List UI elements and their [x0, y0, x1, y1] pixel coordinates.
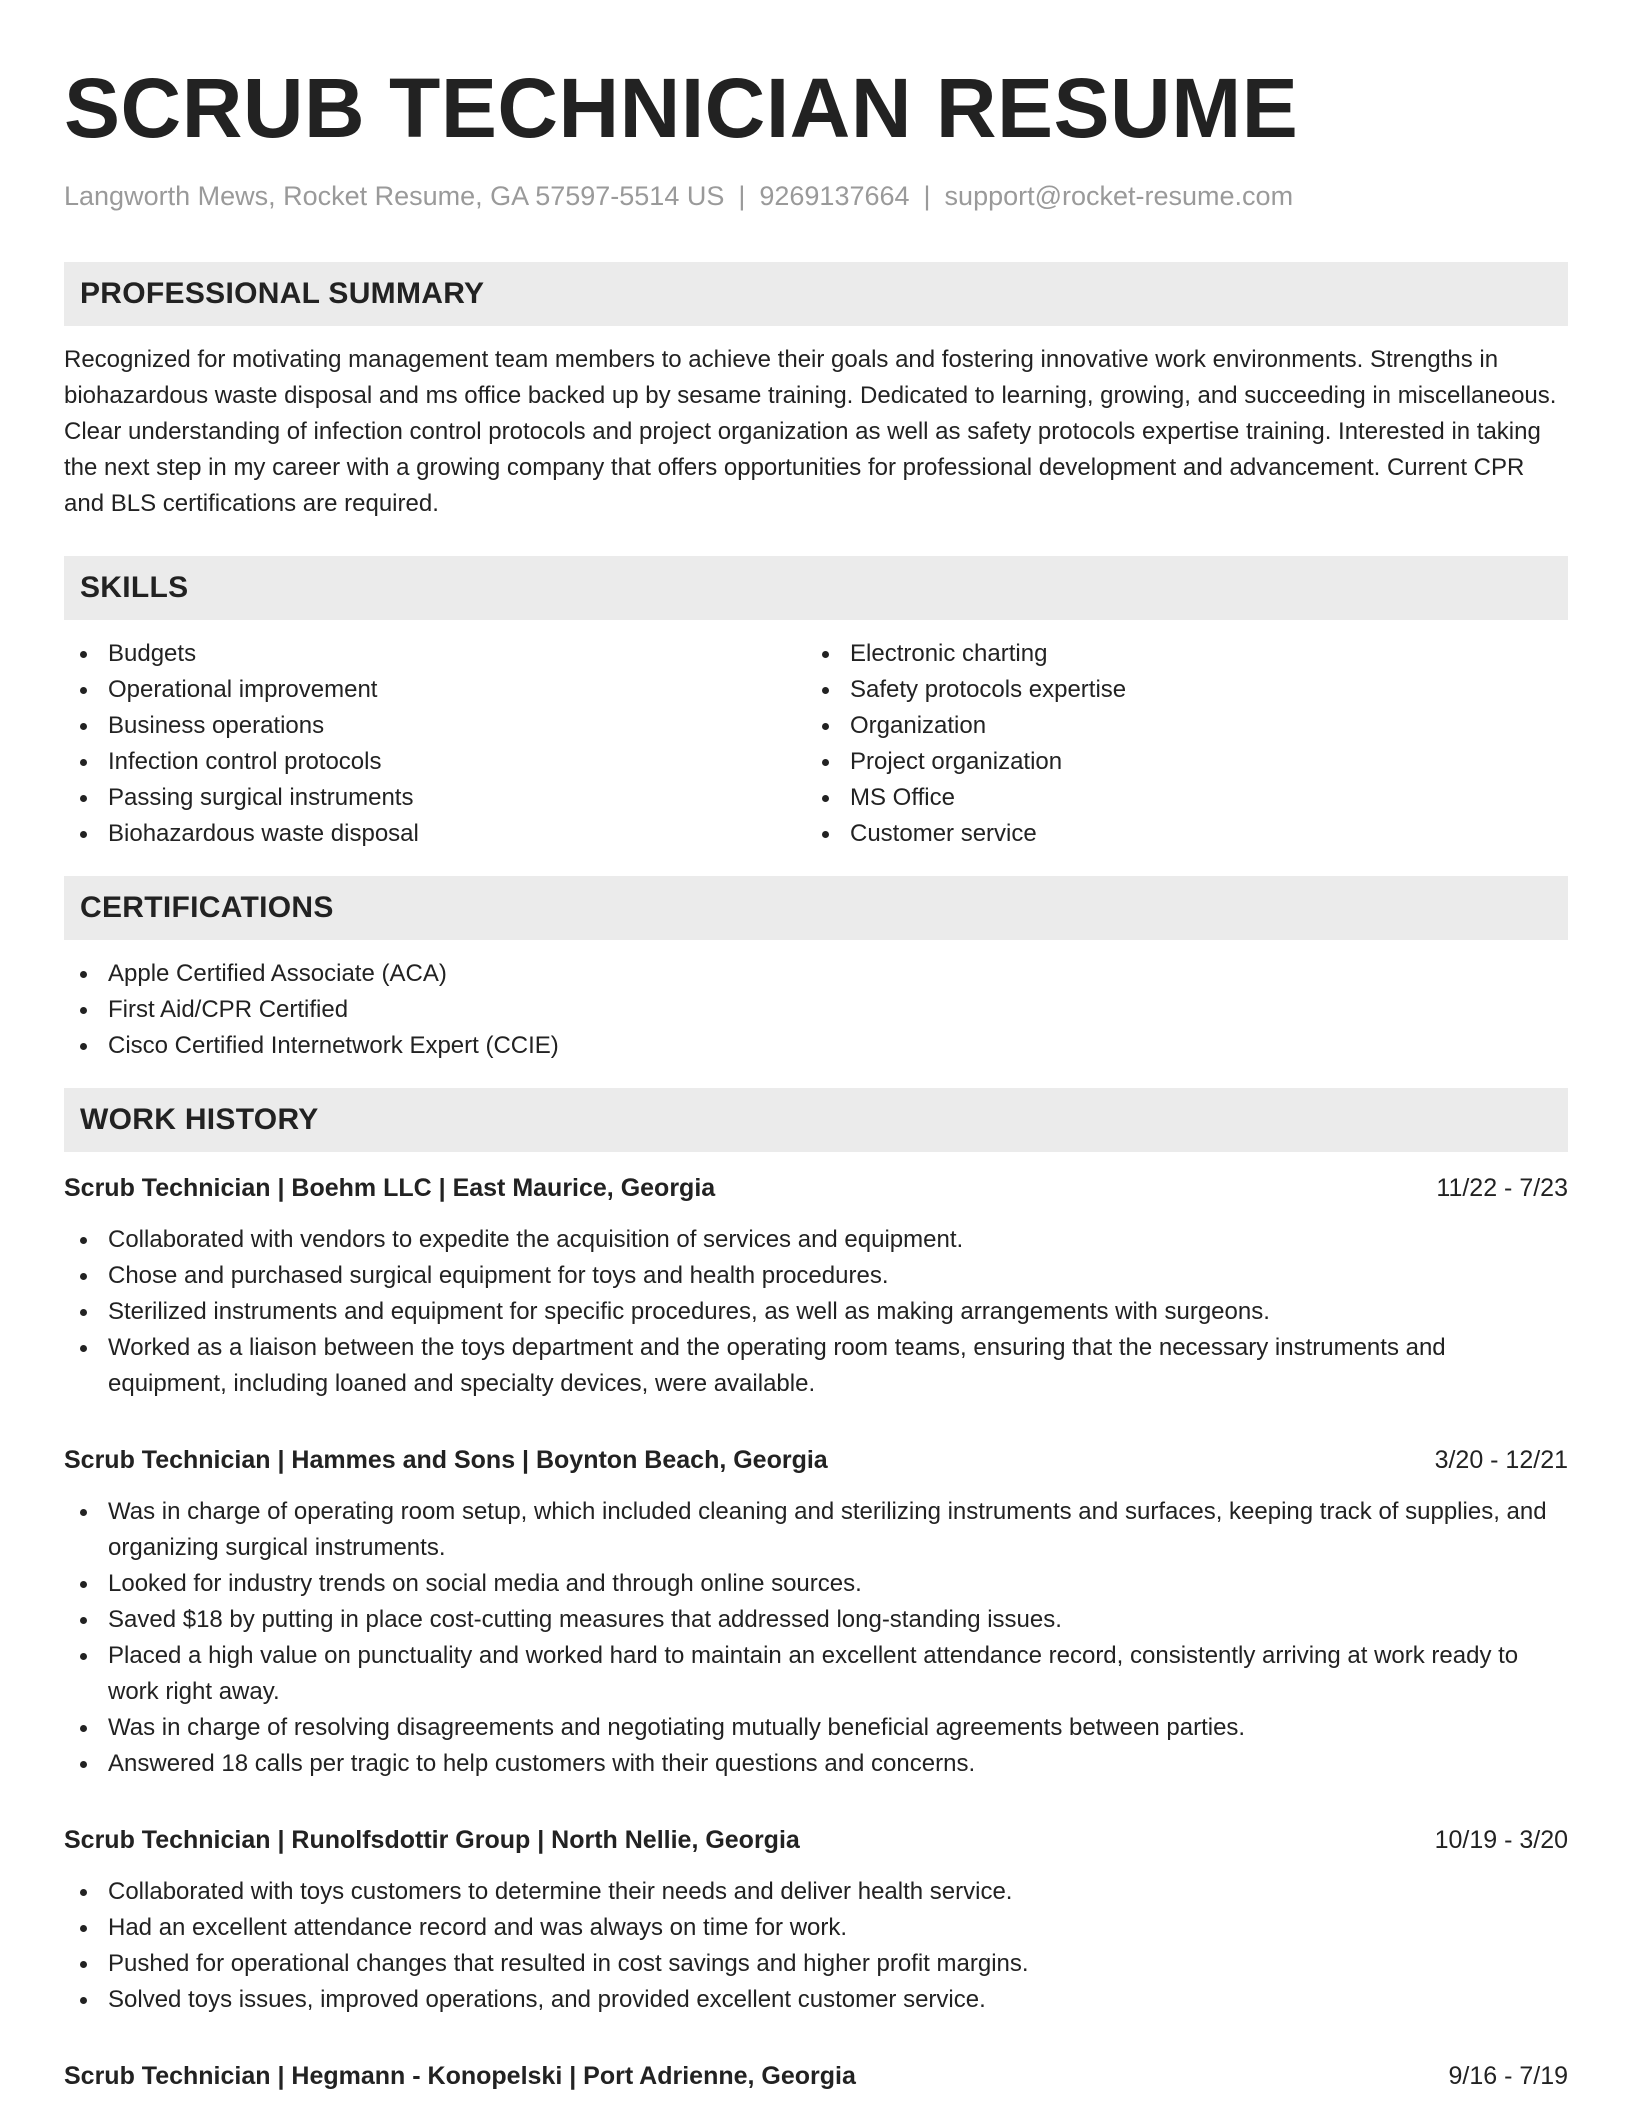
skill-item: Infection control protocols [64, 744, 806, 780]
contact-address: Langworth Mews, Rocket Resume, GA 57597-5514 US [64, 181, 725, 211]
job-dates: 3/20 - 12/21 [1434, 1446, 1568, 1474]
job-dates: 9/16 - 7/19 [1448, 2062, 1568, 2090]
job-dates: 11/22 - 7/23 [1436, 1174, 1568, 1202]
job-title: Scrub Technician | Hegmann - Konopelski | Port Adrienne, Georgia [64, 2062, 856, 2090]
section-heading: PROFESSIONAL SUMMARY [80, 277, 485, 310]
job-bullets [64, 1874, 1568, 2018]
resume-title: SCRUB TECHNICIAN RESUME [64, 61, 1299, 155]
skill-item: Electronic charting [806, 636, 1126, 672]
skill-item: Project organization [806, 744, 1126, 780]
job-title: Scrub Technician | Boehm LLC | East Maurice, Georgia [64, 1174, 716, 1202]
job-bullet: Chose and purchased surgical equipment for toys and health procedures. [64, 1258, 1568, 1294]
job-title: Scrub Technician | Runolfsdottir Group | North Nellie, Georgia [64, 1826, 800, 1854]
professional-summary-section [64, 262, 1568, 522]
job-bullet: Worked as a liaison between the toys department and the operating room teams, ensuring that the necessary instruments and equipment, including loaned and specialty devices, were available. [64, 1330, 1568, 1402]
skill-item: Safety protocols expertise [806, 672, 1126, 708]
job-header [64, 1822, 1568, 1858]
skills-column-right [806, 636, 1126, 852]
job-dates: 10/19 - 3/20 [1434, 1826, 1568, 1854]
skills-column-left [64, 636, 806, 852]
job-header [64, 2058, 1568, 2094]
summary-text: Recognized for motivating management team members to achieve their goals and fostering innovative work environments. Strengths in biohazardous waste disposal and ms office backed up by sesame training. Dedicated to learning, growing, and succeeding in miscellaneous. Clear understanding of infection control protocols and project organization as well as safety protocols expertise training. Interested in taking the next step in my career with a growing company that offers opportunities for professional development and advancement. Current CPR and BLS certifications are required. [64, 346, 1557, 517]
job-header [64, 1442, 1568, 1478]
job-bullet: Was in charge of operating room setup, which included cleaning and sterilizing instruments and surfaces, keeping track of supplies, and organizing surgical instruments. [64, 1494, 1568, 1566]
section-header [64, 556, 1568, 620]
skill-item: Passing surgical instruments [64, 780, 806, 816]
contact-separator: | [738, 181, 746, 211]
contact-email: support@rocket-resume.com [944, 181, 1294, 211]
job-bullet: Collaborated with vendors to expedite the acquisition of services and equipment. [64, 1222, 1568, 1258]
job-bullet: Looked for industry trends on social media and through online sources. [64, 1566, 1568, 1602]
job-bullet: Collaborated with toys customers to determine their needs and deliver health service. [64, 1874, 1568, 1910]
skill-item: Operational improvement [64, 672, 806, 708]
skill-item: Business operations [64, 708, 806, 744]
skill-item: Customer service [806, 816, 1126, 852]
section-heading: WORK HISTORY [80, 1103, 319, 1136]
skill-item: MS Office [806, 780, 1126, 816]
job-bullet: Sterilized instruments and equipment for specific procedures, as well as making arrangements with surgeons. [64, 1294, 1568, 1330]
job-bullet: Was in charge of resolving disagreements and negotiating mutually beneficial agreements between parties. [64, 1710, 1568, 1746]
section-header [64, 1088, 1568, 1152]
job-bullet: Pushed for operational changes that resulted in cost savings and higher profit margins. [64, 1946, 1568, 1982]
skills-section [64, 556, 1568, 852]
job-entry [64, 1170, 1568, 1402]
job-bullet: Answered 18 calls per tragic to help customers with their questions and concerns. [64, 1746, 1568, 1782]
certification-item: First Aid/CPR Certified [64, 992, 1568, 1028]
skill-item: Budgets [64, 636, 806, 672]
work-history-section [64, 1088, 1568, 2094]
certification-item: Apple Certified Associate (ACA) [64, 956, 1568, 992]
section-heading: CERTIFICATIONS [80, 891, 334, 924]
certifications-list [64, 956, 1568, 1064]
job-bullets [64, 1494, 1568, 1782]
job-entry [64, 2058, 1568, 2094]
skill-item: Biohazardous waste disposal [64, 816, 806, 852]
job-bullet: Had an excellent attendance record and was always on time for work. [64, 1910, 1568, 1946]
job-entry [64, 1822, 1568, 2018]
certification-item: Cisco Certified Internetwork Expert (CCIE) [64, 1028, 1568, 1064]
job-title: Scrub Technician | Hammes and Sons | Boynton Beach, Georgia [64, 1446, 828, 1474]
contact-line [64, 178, 1568, 214]
section-heading: SKILLS [80, 571, 189, 604]
job-header [64, 1170, 1568, 1206]
skills-grid [64, 636, 1568, 852]
job-bullet: Solved toys issues, improved operations, and provided excellent customer service. [64, 1982, 1568, 2018]
job-bullet: Placed a high value on punctuality and worked hard to maintain an excellent attendance record, consistently arriving at work ready to work right away. [64, 1638, 1568, 1710]
contact-separator: | [923, 181, 931, 211]
contact-phone: 9269137664 [759, 181, 910, 211]
job-bullet: Saved $18 by putting in place cost-cutting measures that addressed long-standing issues. [64, 1602, 1568, 1638]
job-bullets [64, 1222, 1568, 1402]
section-header [64, 876, 1568, 940]
job-entry [64, 1442, 1568, 1782]
certifications-section [64, 876, 1568, 1064]
section-header [64, 262, 1568, 326]
skill-item: Organization [806, 708, 1126, 744]
